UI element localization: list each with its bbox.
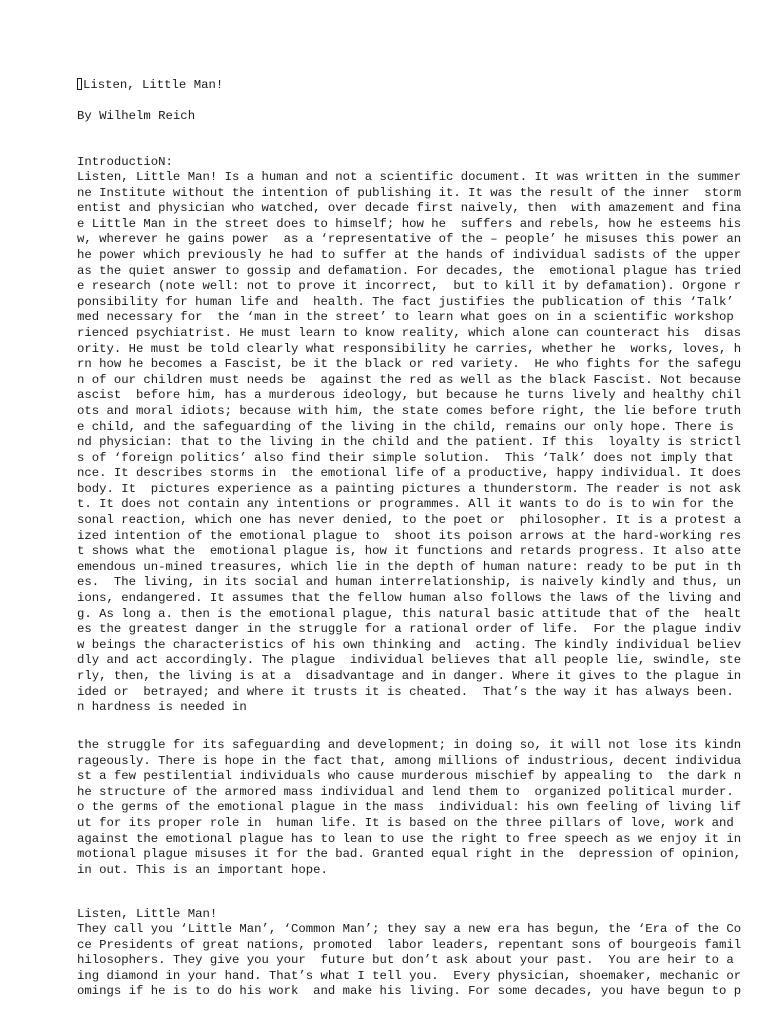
text-line: ided or betrayed; and where it trusts it is cheated. That’s the way it has always been.: [77, 684, 734, 699]
text-line: w, wherever he gains power as a ‘representative of the – people’ he misuses this power an: [77, 232, 742, 247]
intro-heading: IntroductioN:: [77, 155, 173, 169]
text-line: ne Institute without the intention of publishing it. It was the result of the inner storm: [77, 185, 742, 200]
text-line: st a few pestilential individuals who cause murderous mischief by appealing to the dark n: [77, 769, 742, 784]
text-line: t. It does not contain any intentions or programmes. All it wants to do is to win for the: [77, 497, 734, 512]
text-line: w beings the characteristics of his own thinking and acting. The kindly individual believ: [77, 637, 742, 652]
text-line: They call you ‘Little Man’, ‘Common Man’; they say a new era has begun, the ‘Era of the Co: [77, 922, 742, 936]
text-line: entist and physician who watched, over decade first naively, then with amazement and fina: [77, 201, 742, 216]
text-line: motional plague misuses it for the bad. Granted equal right in the depression of opinion,: [77, 847, 742, 862]
text-line: Listen, Little Man! Is a human and not a scientific document. It was written in the summer: [77, 170, 742, 184]
text-line: rienced psychiatrist. He must learn to know reality, which alone can counteract his disas: [77, 325, 742, 340]
text-line: against the emotional plague has to lean to use the right to free speech as we enjoy it in: [77, 831, 742, 846]
text-line: dly and act accordingly. The plague individual believes that all people lie, swindle, ste: [77, 653, 742, 668]
missing-glyph-icon: [77, 78, 82, 90]
text-line: o the germs of the emotional plague in the mass individual: his own feeling of living lif: [77, 800, 742, 815]
section-paragraph: [77, 922, 768, 1000]
text-line: e child, and the safeguarding of the living in the child, remains our only hope. There is: [77, 419, 734, 434]
text-line: ponsibility for human life and health. The fact justifies the publication of this ‘Talk’: [77, 294, 734, 309]
text-line: nce. It describes storms in the emotional life of a productive, happy individual. It does: [77, 466, 742, 481]
text-line: rageously. There is hope in the fact that, among millions of industrious, decent individua: [77, 753, 742, 768]
text-line: es. The living, in its social and human interrelationship, is naively kindly and thus, un: [77, 575, 742, 590]
text-line: nd physician: that to the living in the child and the patient. If this loyalty is strictl: [77, 435, 742, 450]
text-line: ority. He must be told clearly what responsibility he carries, whether he works, loves, h: [77, 341, 742, 356]
text-line: hilosophers. They give you your future but don’t ask about your past. You are heir to a: [77, 953, 734, 968]
text-line: in out. This is an important hope.: [77, 862, 328, 877]
text-line: ut for its proper role in human life. It is based on the three pillars of love, work and: [77, 815, 734, 830]
text-line: rn how he becomes a Fascist, be it the black or red variety. He who fights for the safegu: [77, 357, 742, 372]
text-line: he power which previously he had to suffer at the hands of individual sadists of the upper: [77, 247, 742, 262]
text-line: he structure of the armored mass individual and lend them to organized political murder.: [77, 784, 734, 799]
text-line: sonal reaction, which one has never denied, to the poet or philosopher. It is a protest a: [77, 513, 742, 528]
text-line: e Little Man in the street does to himself; how he suffers and rebels, how he esteems his: [77, 216, 742, 231]
text-line: as the quiet answer to gossip and defamation. For decades, the emotional plague has tried: [77, 263, 742, 278]
text-line: t shows what the emotional plague is, how it functions and retards progress. It also atte: [77, 544, 742, 559]
text-line: g. As long a. then is the emotional plague, this natural basic attitude that of the healt: [77, 606, 742, 621]
text-line: es the greatest danger in the struggle for a rational order of life. For the plague indiv: [77, 622, 742, 637]
text-line: ots and moral idiots; because with him, the state comes before right, the lie before truth: [77, 403, 742, 418]
document-byline: By Wilhelm Reich: [77, 109, 196, 123]
text-line: the struggle for its safeguarding and development; in doing so, it will not lose its kindn: [77, 738, 742, 752]
section-heading: Listen, Little Man!: [77, 907, 218, 921]
text-line: n of our children must needs be against the red as well as the black Fascist. Not because: [77, 372, 742, 387]
document-title: [77, 78, 223, 92]
document-title-text: Listen, Little Man!: [83, 78, 224, 92]
text-line: ascist before him, has a murderous ideology, but because he turns lively and healthy chil: [77, 388, 742, 403]
text-line: omings if he is to do his work and make his living. For some decades, you have begun to p: [77, 984, 742, 999]
text-line: rly, then, the living is at a disadvantage and in danger. Where it gives to the plague in: [77, 669, 742, 683]
text-line: s of ‘foreign politics’ also find their simple solution. This ‘Talk’ does not imply that: [77, 450, 734, 465]
intro-paragraph: [77, 170, 768, 716]
text-line: ized intention of the emotional plague to shoot its poison arrows at the hard-working res: [77, 528, 742, 543]
text-line: ions, endangered. It assumes that the fellow human also follows the laws of the living and: [77, 591, 742, 606]
text-line: ing diamond in your hand. That’s what I tell you. Every physician, shoemaker, mechanic or: [77, 968, 742, 983]
text-line: body. It pictures experience as a painting pictures a thunderstorm. The reader is not ask: [77, 481, 742, 496]
text-line: n hardness is needed in: [77, 700, 247, 715]
text-line: ce Presidents of great nations, promoted labor leaders, repentant sons of bourgeois famil: [77, 937, 742, 952]
continuation-paragraph: [77, 738, 768, 878]
text-line: med necessary for the ‘man in the street’ to learn what goes on in a scientific workshop: [77, 310, 734, 325]
text-line: emendous un-mined treasures, which lie in the depth of human nature: ready to be put in th: [77, 559, 742, 574]
text-line: e research (note well: not to prove it incorrect, but to kill it by defamation). Orgone r: [77, 279, 742, 294]
